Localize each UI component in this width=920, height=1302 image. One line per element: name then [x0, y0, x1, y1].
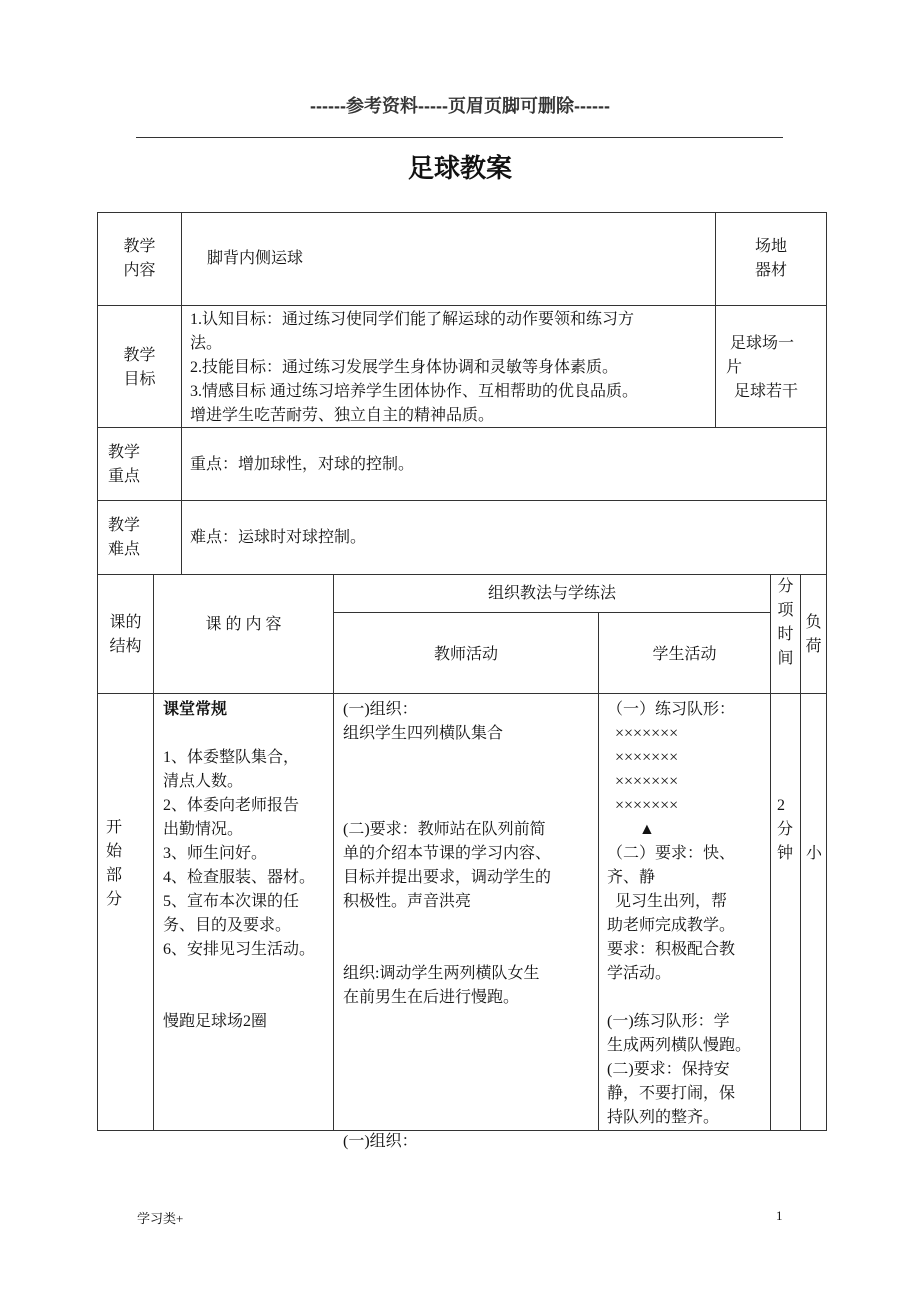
cell-content [181, 212, 716, 306]
label: 分 项 时 间 [777, 578, 794, 667]
td-student [598, 693, 771, 1131]
label: 教师活动 [433, 646, 498, 663]
content-list: 1、体委整队集合， 清点人数。 2、体委向老师报告 出勤情况。 3、师生问好。 4、检查服装、器材。 5、宣布本次课的任 务、目的及要求。 6、安排见习生活动。 慢跑足球场2圈 [163, 749, 316, 1030]
label: 教学 难点 [108, 517, 141, 558]
td-structure [97, 693, 154, 1131]
label: 课的 结构 [109, 614, 142, 655]
content-title: 课堂常规 [163, 701, 228, 718]
page-header-watermark: ------参考资料-----页眉页脚可删除------ [310, 96, 610, 116]
cell-venue-label [715, 212, 827, 306]
cell-content-label [97, 212, 182, 306]
label: 教学 重点 [108, 444, 141, 485]
th-load [800, 574, 827, 694]
page-number: 1 [776, 1208, 783, 1223]
footer-label: 学习类+ [137, 1211, 184, 1226]
th-teacher [333, 612, 599, 694]
th-structure [97, 574, 154, 694]
key-text: 重点：增加球性，对球的控制。 [190, 456, 415, 473]
content-text: 脚背内侧运球 [207, 250, 304, 267]
goals-text: 1.认知目标：通过练习使同学们能了解运球的动作要领和练习方 法。 2.技能目标：通过练习发展学生身体协调和灵敏等身体素质。 3.情感目标 通过练习培养学生团体协作、互相帮助的优良品质。 增进学生吃苦耐劳、独立自主的精神品质。 [190, 311, 639, 424]
cell-goals [181, 305, 716, 428]
cell-key-label [97, 427, 182, 501]
th-content [153, 574, 334, 694]
td-load [800, 693, 827, 1131]
header-divider [136, 137, 783, 138]
load-value: 小 [806, 845, 823, 862]
label: 组织教法与学练法 [487, 585, 616, 602]
label: 学生活动 [652, 646, 717, 663]
cell-difficulty-label [97, 500, 182, 575]
label: 场地 器材 [754, 238, 787, 279]
th-method [333, 574, 771, 613]
difficulty-text: 难点：运球时对球控制。 [190, 529, 367, 546]
td-teacher [333, 693, 599, 1150]
teacher-activity: (一)组织： 组织学生四列横队集合 (二)要求：教师站在队列前简 单的介绍本节课的学习内容、 目标并提出要求，调动学生的 积极性。声音洪亮 组织:调动学生两列横队女生 在前男生在后进行慢跑。 (一)组织： [343, 701, 552, 1150]
cell-key [181, 427, 827, 501]
label: 负 荷 [805, 614, 822, 655]
cell-venue [715, 305, 827, 428]
document-title: 足球教案 [407, 154, 512, 183]
cell-goals-label [97, 305, 182, 428]
th-time [770, 574, 801, 694]
label: 教学 内容 [123, 238, 156, 279]
td-content [153, 693, 334, 1131]
td-time [770, 693, 801, 1131]
venue-text: 足球场一 片 足球若干 [726, 335, 799, 400]
th-student [598, 612, 771, 694]
section-name: 开 始 部 分 [106, 819, 123, 908]
time-value: 2 分 钟 [777, 797, 794, 862]
cell-difficulty [181, 500, 827, 575]
student-activity: （一）练习队形： ××××××× ××××××× ××××××× ××××××× ▲ （二）要求：快、 齐、静 见习生出列，帮 助老师完成教学。 要求：积极配合教 学活动。 (一)练习队形：学 生成两列横队慢跑。 (二)要求：保持安 静，不要打闹，保 持队列的整齐。 [607, 701, 752, 1126]
label: 教学 目标 [123, 347, 156, 388]
label: 课 的 内 容 [205, 616, 282, 633]
